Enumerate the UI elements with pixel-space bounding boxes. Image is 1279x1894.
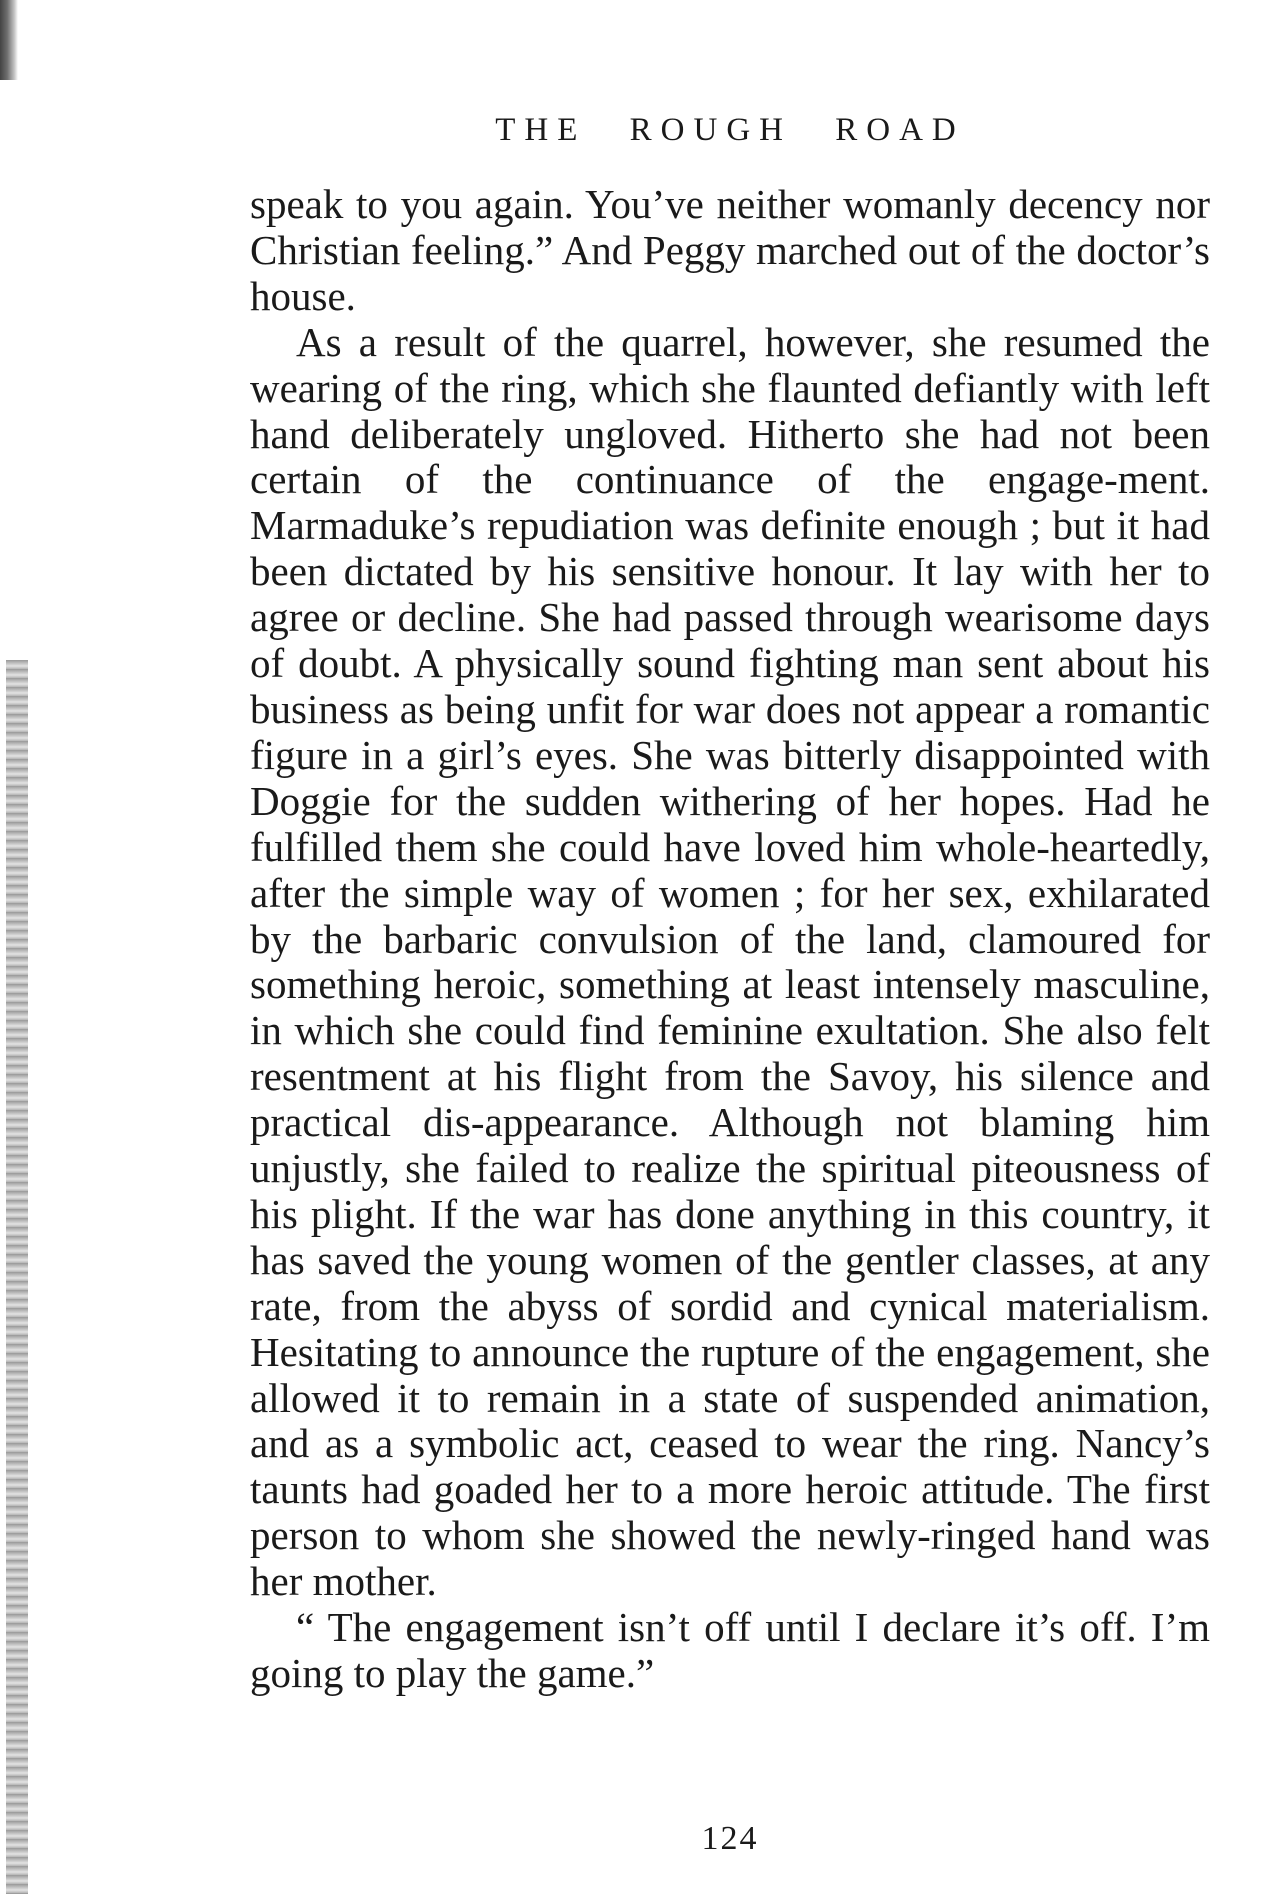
page-number: 124 [701, 1820, 759, 1857]
scan-binding-shadow [6, 660, 28, 1894]
body-text [250, 182, 1210, 1697]
paragraph-continuation: speak to you again. You’ve neither womanly decency nor Christian feeling.” And Peggy marched out of the doctor’s house. [250, 181, 1210, 319]
paragraph: “ The engagement isn’t off until I declare it’s off. I’m going to play the game.” [250, 1604, 1210, 1696]
running-head: THE ROUGH ROAD [495, 112, 965, 148]
paragraph: As a result of the quarrel, however, she resumed the wearing of the ring, which she flaunted defiantly with left hand deliberately ungloved. Hitherto she had not been certain of the continuance of the engage-ment. Marmaduke’s repudiation was definite enough ; but it had been dictated by his sensitive honour. It lay with her to agree or decline. She had passed through wearisome days of doubt. A physically sound fighting man sent about his business as being unfit for war does not appear a romantic figure in a girl’s eyes. She was bitterly disappointed with Doggie for the sudden withering of her hopes. Had he fulfilled them she could have loved him whole-heartedly, after the simple way of women ; for her sex, exhilarated by the barbaric convulsion of the land, clamoured for something heroic, something at least intensely masculine, in which she could find feminine exultation. She also felt resentment at his flight from the Savoy, his silence and practical dis-appearance. Although not blaming him unjustly, she failed to realize the spiritual piteousness of his plight. If the war has done anything in this country, it has saved the young women of the gentler classes, at any rate, from the abyss of sordid and cynical materialism. Hesitating to announce the rupture of the engagement, she allowed it to remain in a state of suspended animation, and as a symbolic act, ceased to wear the ring. Nancy’s taunts had goaded her to a more heroic attitude. The first person to whom she showed the newly-ringed hand was her mother. [250, 318, 1210, 1605]
scan-edge-artifact [0, 0, 18, 80]
